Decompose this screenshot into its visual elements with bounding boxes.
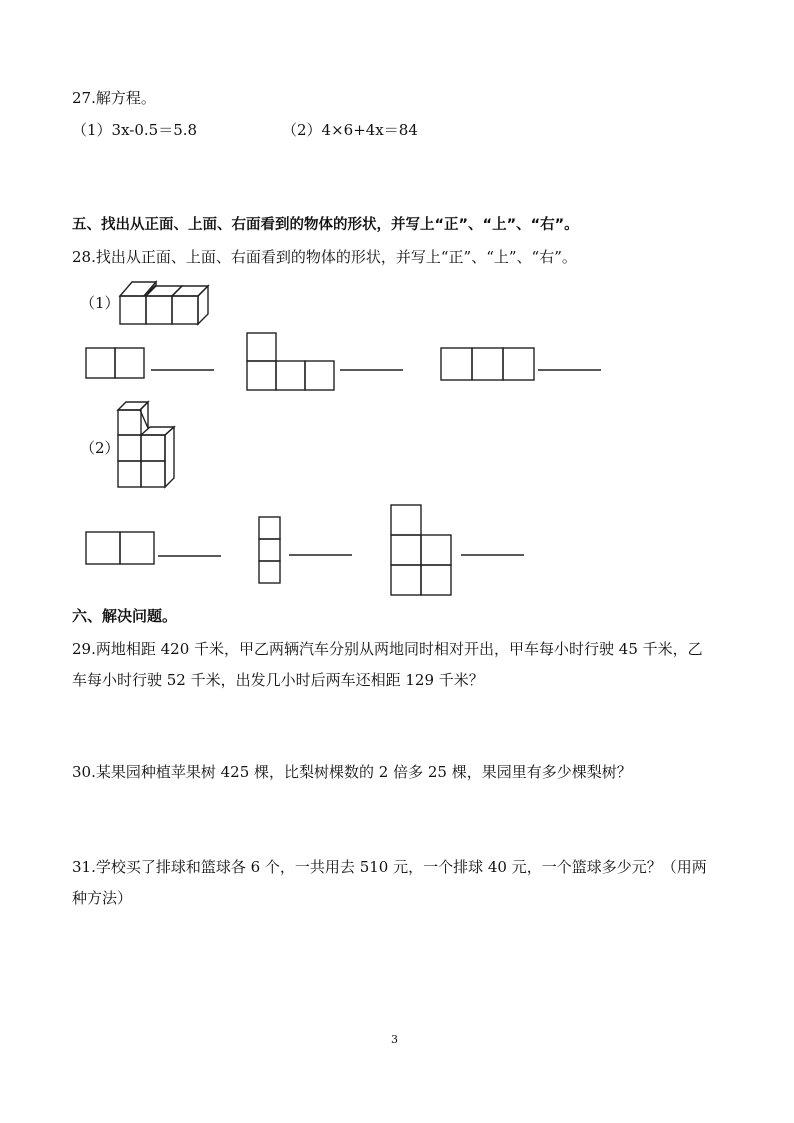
q27-equation-2: （2）4×6+4x＝84 [282,121,418,139]
section6-heading: 六、解决问题。 [72,607,178,625]
q28-part1-view-option-3 [441,348,606,382]
q28-part1-view-option-2 [247,333,407,393]
q31-line-2: 种方法） [72,889,133,907]
q29-line-1: 29.两地相距 420 千米，甲乙两辆汽车分别从两地同时相对开出，甲车每小时行驶 45 千米，乙 [72,640,703,658]
q28-part2-label: （2） [80,439,120,457]
q28-part1-label: （1） [80,294,120,312]
q28-title: 28.找出从正面、上面、右面看到的物体的形状，并写上“正”、“上”、“右”。 [72,248,577,266]
q30-text: 30.某果园种植苹果树 425 棵，比梨树棵数的 2 倍多 25 棵，果园里有多少棵梨树？ [72,763,632,781]
q27-equation-1: （1）3x-0.5＝5.8 [72,121,198,139]
q28-part1-solid-figure [118,278,218,328]
q27-title: 27.解方程。 [72,89,156,107]
q28-part1-view-option-1 [86,348,216,380]
q28-part2-view-option-2 [259,517,359,587]
q28-part2-view-option-1 [86,532,226,566]
q28-part2-view-option-3 [391,505,531,597]
page-number: 3 [391,1033,398,1046]
q31-line-1: 31.学校买了排球和篮球各 6 个，一共用去 510 元，一个排球 40 元，一个篮球多少元？（用两 [72,858,707,876]
section5-heading: 五、找出从正面、上面、右面看到的物体的形状，并写上“正”、“上”、“右”。 [72,217,579,233]
q28-part2-solid-figure [118,400,188,490]
q29-line-2: 车每小时行驶 52 千米，出发几小时后两车还相距 129 千米？ [72,671,484,689]
